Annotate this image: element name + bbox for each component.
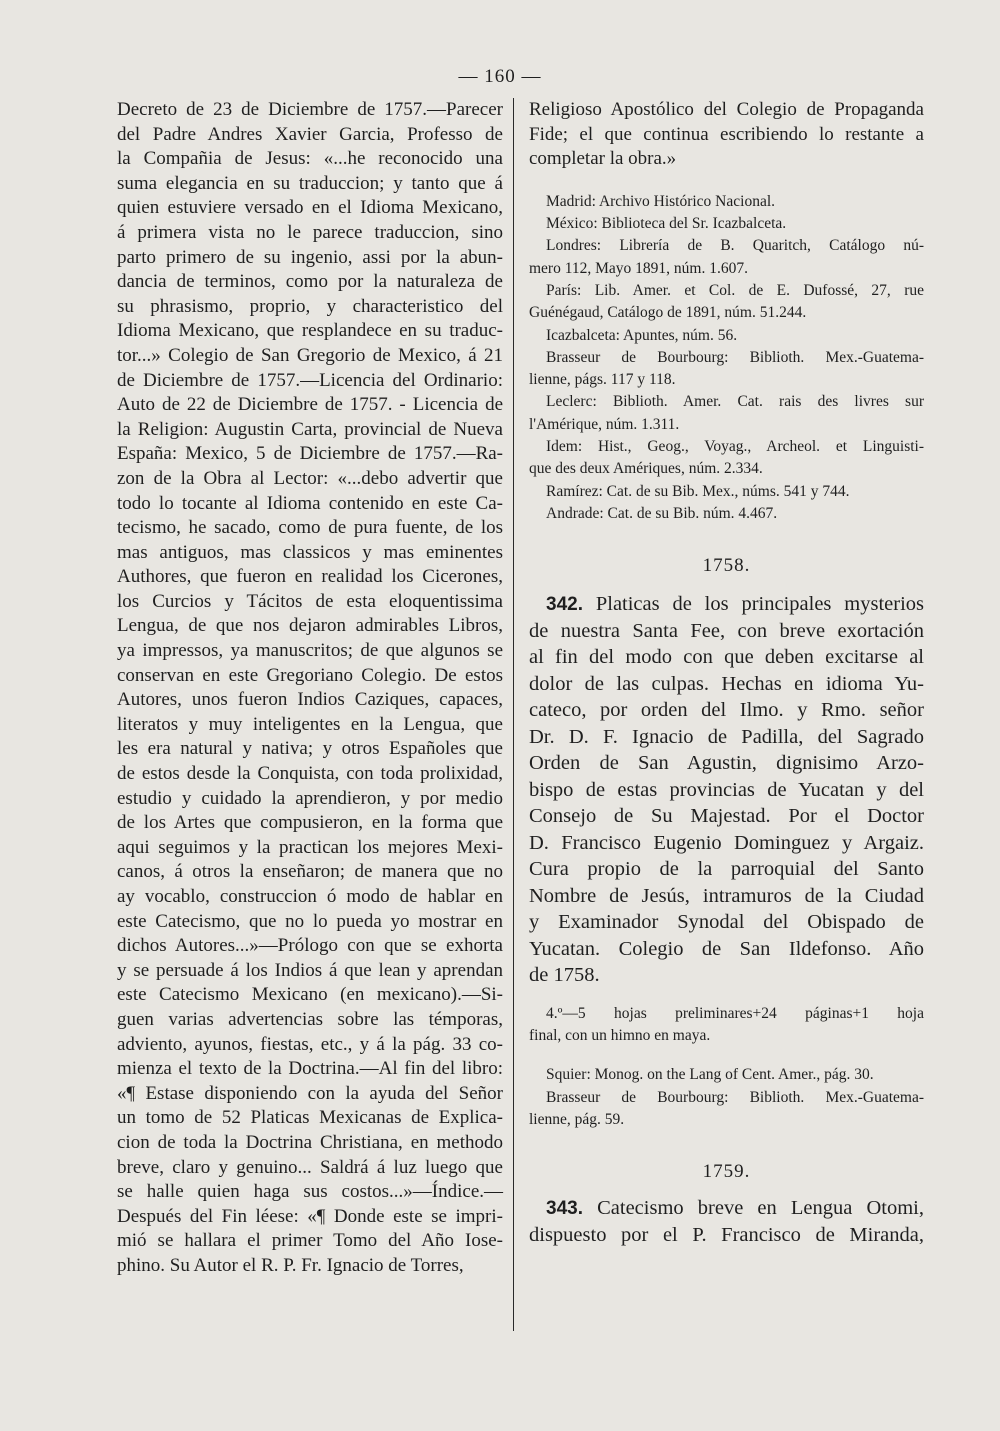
left-text-line: este Catecismo, que no lo pueda yo mostrar en xyxy=(117,910,503,932)
entry-342-format xyxy=(529,1003,924,1048)
column-divider xyxy=(513,98,514,1331)
reference-line: lienne, pág. 59. xyxy=(529,1110,625,1128)
left-text-line: quien estuviere versado en el Idioma Mexicano, xyxy=(117,197,503,219)
left-text-line: la Compañia de Jesus: «...he reconocido una xyxy=(117,148,503,170)
reference-line: París: Lib. Amer. et Col. de E. Dufossé, 27, rue xyxy=(546,281,924,299)
reference-line: Guénégaud, Catálogo de 1891, núm. 51.244. xyxy=(529,304,807,322)
reference-line: Idem: Hist., Geog., Voyag., Archeol. et Linguisti- xyxy=(546,438,924,456)
entry-342-line: Consejo de Su Majestad. Por el Doctor xyxy=(529,805,924,828)
left-text-line: aqui seguimos y la practican los mejores Mexi- xyxy=(117,836,503,858)
entry-342-line: Dr. D. F. Ignacio de Padilla, del Sagrado xyxy=(529,725,924,748)
left-text-line: ya impressos, ya manuscritos; de que algunos se xyxy=(117,640,503,662)
left-text-line: cion de toda la Doctrina Christiana, en methodo xyxy=(117,1131,503,1153)
entry-342-line: D. Francisco Eugenio Dominguez y Argaiz. xyxy=(529,831,924,854)
left-text-line: parto primero de su ingenio, assi por la abun- xyxy=(117,246,503,268)
reference-line: que des deux Amériques, núm. 2.334. xyxy=(529,460,763,478)
left-text-line: Autores, unos fueron Indios Caziques, capaces, xyxy=(117,689,503,711)
reference-line: lienne, págs. 117 y 118. xyxy=(529,371,676,389)
left-text-line: su phrasismo, proprio, y characteristico del xyxy=(117,295,503,317)
left-text-line: dichos Autores...»—Prólogo con que se exhorta xyxy=(117,935,503,957)
left-text-line: de los Artes que compusieron, en la forma que xyxy=(117,812,503,834)
reference-line: Ramírez: Cat. de su Bib. Mex., núms. 541 y 744. xyxy=(546,482,850,500)
entry-343-line xyxy=(529,1195,924,1222)
left-text-line: Después del Fin léese: «¶ Donde este se impri- xyxy=(117,1205,503,1227)
reference-line: Andrade: Cat. de su Bib. núm. 4.467. xyxy=(546,504,778,522)
left-text-line: tor...» Colegio de San Gregorio de Mexico, á 21 xyxy=(117,344,503,366)
reference-line: México: Biblioteca del Sr. Icazbalceta. xyxy=(546,215,787,233)
entry-title-start: Platicas de los principales mysterios xyxy=(582,593,924,616)
entry-342-line: cateco, por orden del Ilmo. y Rmo. señor xyxy=(529,699,924,722)
reference-line: Londres: Librería de B. Quaritch, Catálogo nú- xyxy=(546,237,924,255)
entry-342-line: Yucatan. Colegio de San Ildefonso. Año xyxy=(529,937,924,960)
left-text-line: phino. Su Autor el R. P. Fr. Ignacio de Torres, xyxy=(117,1254,464,1276)
left-text-line: ay vocablo, construccion ó modo de hablar en xyxy=(117,886,503,907)
left-text-line: conservan en este Gregoriano Colegio. De estos xyxy=(117,664,503,686)
left-text-line: de estos desde la Conquista, con toda prolixidad, xyxy=(117,763,503,785)
right-text-line: Fide; el que continua escribiendo lo restante a xyxy=(529,123,924,145)
left-text-line: mas antiguos, mas classicos y mas eminentes xyxy=(117,541,503,563)
left-column xyxy=(117,98,503,1279)
left-text-line: la Religion: Augustin Carta, provincial de Nueva xyxy=(117,418,503,440)
entry-343 xyxy=(529,1195,924,1248)
reference-line: Brasseur de Bourbourg: Biblioth. Mex.-Guatema- xyxy=(546,1088,924,1106)
left-text-line: dancia de terminos, como por la naturaleza de xyxy=(117,271,503,293)
entry-342-line: y Examinador Synodal del Obispado de xyxy=(529,911,924,934)
entry-342 xyxy=(529,591,924,989)
right-text-line: Religioso Apostólico del Colegio de Propaganda xyxy=(529,99,924,120)
left-text-line: guen varias advertencias sobre las témporas, xyxy=(117,1008,503,1030)
format-line: final, con un himno en maya. xyxy=(529,1027,711,1045)
left-text-line: este Catecismo Mexicano (en mexicano).—Si- xyxy=(117,984,503,1006)
left-text-line: España: Mexico, 5 de Diciembre de 1757.—Ra- xyxy=(117,443,503,465)
left-text-line: Lengua, de que nos dejaron admirables Libros, xyxy=(117,615,503,637)
entry-342-line: de nuestra Santa Fee, con breve exortación xyxy=(529,619,924,642)
left-text-line: les era natural y nativa; y otros Españoles que xyxy=(117,738,503,760)
year-heading-1759: 1759. xyxy=(702,1161,751,1183)
entry-343-line: dispuesto por el P. Francisco de Miranda, xyxy=(529,1223,924,1246)
entry-342-line: Orden de San Agustin, dignisimo Arzo- xyxy=(529,752,924,775)
right-column-continuation xyxy=(529,98,924,172)
left-text-line: mienza el texto de la Doctrina.—Al fin del libro: xyxy=(117,1058,503,1080)
left-text-line: un tomo de 52 Platicas Mexicanas de Explica- xyxy=(117,1107,503,1129)
left-text-line: adviento, ayunos, fiestas, etc., y á la pág. 33 co- xyxy=(117,1033,503,1055)
reference-line: Madrid: Archivo Histórico Nacional. xyxy=(546,192,776,210)
left-text-line: á primera vista no le parece traduccion, sino xyxy=(117,221,503,243)
entry-342-line xyxy=(529,591,924,618)
reference-line: Squier: Monog. on the Lang of Cent. Amer., pág. 30. xyxy=(546,1066,874,1084)
format-line: 4.º—5 hojas preliminares+24 páginas+1 hoja xyxy=(546,1004,924,1022)
left-text-line: tecismo, he sacado, como de pura fuente, de los xyxy=(117,517,503,539)
entry-342-line: dolor de las culpas. Hechas en idioma Yu- xyxy=(529,672,924,695)
left-text-line: del Padre Andres Xavier Garcia, Professo de xyxy=(117,123,503,145)
entry-number: 342. xyxy=(546,594,583,616)
entry-342-line: de 1758. xyxy=(529,964,600,987)
left-text-line: de Diciembre de 1757.—Licencia del Ordinario: xyxy=(117,369,503,391)
left-text-line: canos, á otros la enseñaron; de manera que no xyxy=(117,861,503,883)
entry-342-line: al fin del modo con que deben excitarse al xyxy=(529,646,924,669)
left-column-text xyxy=(117,98,503,1279)
reference-line: mero 112, Mayo 1891, núm. 1.607. xyxy=(529,259,748,277)
left-text-line: Idioma Mexicano, que resplandece en su traduc- xyxy=(117,320,503,342)
left-text-line: breve, claro y genuino... Saldrá á luz luego que xyxy=(117,1156,503,1178)
left-text-line: zon de la Obra al Lector: «...debo advertir que xyxy=(117,467,503,489)
left-text-line: los Curcios y Tácitos de esta eloquentissima xyxy=(117,590,503,612)
reference-line: Brasseur de Bourbourg: Biblioth. Mex.-Guatema- xyxy=(546,348,924,366)
entry-342-line: bispo de estas provincias de Yucatan y del xyxy=(529,778,924,801)
left-text-line: suma elegancia en su traduccion; y tanto que á xyxy=(117,172,503,194)
entry-342-line: Nombre de Jesús, intramuros de la Ciudad xyxy=(529,884,924,907)
left-text-line: Authores, que fueron en realidad los Cicerones, xyxy=(117,566,503,588)
reference-line: Icazbalceta: Apuntes, núm. 56. xyxy=(546,326,738,344)
right-column xyxy=(529,98,924,1248)
references-list xyxy=(529,191,924,525)
page-number: — 160 — xyxy=(458,66,542,87)
right-text-line: completar la obra.» xyxy=(529,148,677,170)
left-text-line: literatos y muy inteligentes en la Lengua, que xyxy=(117,713,503,735)
left-text-line: se halle quien haga sus costos...»—Índice.— xyxy=(117,1181,503,1203)
left-text-line: Auto de 22 de Diciembre de 1757. - Licencia de xyxy=(117,394,503,416)
reference-line: Leclerc: Biblioth. Amer. Cat. rais des livres sur xyxy=(546,393,924,411)
left-text-line: estudio y cuidado la aprendieron, y por medio xyxy=(117,787,503,809)
entry-title-start: Catecismo breve en Lengua Otomi, xyxy=(582,1197,924,1220)
left-text-line: mió se hallara el primer Tomo del Año Iose- xyxy=(117,1230,503,1252)
left-text-line: Decreto de 23 de Diciembre de 1757.—Parecer xyxy=(117,99,503,120)
entry-342-references xyxy=(529,1064,924,1131)
left-text-line: todo lo tocante al Idioma contenido en este Ca- xyxy=(117,492,503,514)
left-text-line: y se persuade á los Indios á que lean y aprendan xyxy=(117,959,503,981)
entry-number: 343. xyxy=(546,1198,583,1220)
reference-line: l'Amérique, núm. 1.311. xyxy=(529,415,680,433)
left-text-line: «¶ Estase disponiendo con la ayuda del Señor xyxy=(117,1082,503,1104)
entry-342-line: Cura propio de la parroquial del Santo xyxy=(529,858,924,881)
year-heading-1758: 1758. xyxy=(702,555,751,577)
